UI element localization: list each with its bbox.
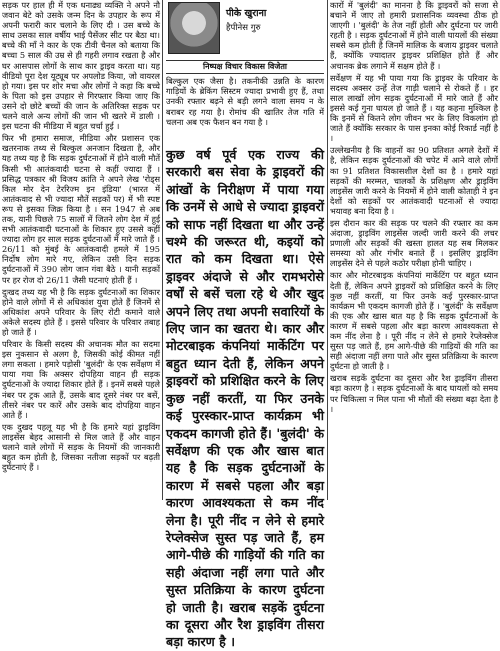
left-paragraph: परिवार के किसी सदस्य की अचानक मौत का सदमा इस नुकसान से अलग है, जिसकी कोई कीमत नहीं लगा सकता । हमारे पड़ोसी 'बुलंदी' के एक सर्वेक्षण में पाया गया कि अक्सर दोपहिया वाहन ही सड़क दुर्घटनाओं के ज्यादा शिकार होते हैं । इनमें सबसे पहले नंबर पर ट्रक आते हैं, उसके बाद दूसरे नंबर पर बसें, तीसरे नंबर पर कारें और उसके बाद दोपहिया वाहन आते हैं । xyxy=(2,339,160,420)
right-paragraph: सर्वेक्षण में यह भी पाया गया कि ड्राइवर के परिवार के सदस्य अक्सर उन्हें तेज गाड़ी चलाने से रोकते हैं । हर साल लाखों लोग सड़क दुर्घटनाओं में मारे जाते हैं और इससे कई गुना घायल हो जाते हैं । यह कहना मुश्किल है कि इनमें से कितने लोग जीवन भर के लिए विकलांग हो जाते हैं क्योंकि सरकार के पास इनका कोई रिकार्ड नहीं है । xyxy=(330,72,498,144)
right-paragraph: कार और मोटरबाइक कंपनियां मार्केटिंग पर बहुत ध्यान देती हैं, लेकिन अपने ड्राइवरों को प्रशिक्षित करने के लिए कुछ नहीं करतीं, या फिर उनके कई पुरस्कार-प्राप्त कार्यक्रम भी एकदम कागजी होते हैं । 'बुलंदी' के सर्वेक्षण की एक और खास बात यह है कि सड़क दुर्घटनाओं के कारण में सबसे पहला और बड़ा कारण आवश्यकता से कम नींद लेना है । पूरी नींद न लेने से हमारे रेप्लेक्सेज सुस्त पड़ जाते हैं, हम आगे-पीछे की गाड़ियों की गति का सही अंदाजा नहीं लगा पाते और सुस्त प्रतिक्रिया के कारण दुर्घटना हो जाती है । xyxy=(330,270,498,372)
right-paragraph: खराब सड़कें दुर्घटना का दूसरा और रैश ड्राइविंग तीसरा बड़ा कारण है । सड़क दुर्घटनाओं के बाद घायलों को समय पर चिकित्सा न मिल पाना भी मौतों की संख्या बढ़ा देता है । xyxy=(330,373,498,414)
left-article-column xyxy=(2,0,160,498)
author-photo xyxy=(168,2,220,54)
author-name: पीके खुराना xyxy=(226,8,267,19)
right-paragraph: इस दौरान कार की सड़क पर चलने की रफ्तार का कम अंदाजा, ड्राइविंग लाइसेंस जल्दी जारी करने की लचर प्रणाली और सड़कों की खस्ता हालत यह सब मिलकर समस्या को और गंभीर बनाते हैं । इसलिए ड्राइविंग लाइसेंस देने से पहले कठोर परीक्षा होनी चाहिए । xyxy=(330,217,498,269)
right-paragraph: कारों में 'बुलंदी' का मानना है कि ड्राइवरों को सजा से बचाने में जाए तो हमारी प्रशासनिक व्यवस्था ठीक हो जाएगी । 'बुलंदी' के तेज नहीं होती और दुर्घटना पर जारी रहती है । सड़क दुर्घटनाओं में होने वाली घायलों की संख्या सबसे कम होती है जिनमें मालिक के बजाय ड्राइवर चलाते हैं, क्योंकि ज्यादातर ड्राइवर प्रशिक्षित होते हैं और अचानक ब्रेक लगाने में सक्षम होते हैं । xyxy=(330,0,498,71)
right-article-column xyxy=(330,0,498,498)
left-paragraph: सड़क पर हाल ही में एक धनाढ्य व्यक्ति ने अपने नौ जवान बेटे को उसके जन्म दिन के उपहार के रूप में अपनी फरारी कार चलाने के लिए दी । उस बच्चे के साथ उसका साल वर्षीय भाई पैसेंजर सीट पर बैठा था। बच्चे की माँ ने कार के एक टीवी चैनल को बताया कि बच्चा 5 साल की उम्र से ही गहरी लगाव रखता है और घर आसपास लोगों के साथ कार ड्राइव करता था। यह वीडियो पूरा देश यूट्यूब पर अपलोड किया, जो वायरल हो गया। इस पर शोर मचा और लोगों ने कहा कि बच्चे के पिता को इस उपहार से गिरफ्तार किया जाए कि उसने दो छोटे बच्चों की जान के अतिरिक्त सड़क पर चलने वाले अन्य लोगों की जान भी खतरे में डाली । इस घटना की मीडिया में बहुत चर्चा हुई । xyxy=(2,0,160,132)
author-role: हैपीनेस गुरु xyxy=(226,23,261,33)
column-divider xyxy=(327,0,328,500)
author-box xyxy=(166,0,324,60)
column-divider xyxy=(162,0,163,500)
byline-strip: निष्पक्ष विचार विकास विजेता xyxy=(166,60,324,74)
left-paragraph: एक दुखद पहलू यह भी है कि हमारे यहां ड्राइविंग लाइसेंस बेहद आसानी से मिल जाते हैं और वाहन चलाने वाले लोगों में सड़क के नियमों की जानकारी बहुत कम होती है, जिसका नतीजा सड़कों पर बढ़ती दुर्घटनाएं हैं । xyxy=(2,421,160,473)
middle-pull-quote: कुछ वर्ष पूर्व एक राज्य की सरकारी बस सेवा के ड्राइवरों की आंखों के निरीक्षण में पाया गया कि उनमें से आधे से ज्यादा ड्राइवरों को साफ नहीं दिखता था और उन्हें चश्मे की जरूरत थी, कइयों को रात को कम दिखता था। ऐसे ड्राइवर अंदाजे से और रामभरोसे वर्षों से बसें चला रहे थे और खुद अपने लिए तथा अपनी सवारियों के लिए जान का खतरा थे। कार और मोटरबाइक कंपनियां मार्केटिंग पर बहुत ध्यान देती हैं, लेकिन अपने ड्राइवरों को प्रशिक्षित करने के लिए कुछ नहीं करतीं, या फिर उनके कई पुरस्कार-प्राप्त कार्यक्रम भी एकदम कागजी होते हैं। 'बुलंदी' के सर्वेक्षण की एक और खास बात यह है कि सड़क दुर्घटनाओं के कारण में सबसे पहला और बड़ा कारण आवश्यकता से कम नींद लेना है। पूरी नींद न लेने से हमारे रेप्लेक्सेज सुस्त पड़ जाते हैं, हम आगे-पीछे की गाड़ियों की गति का सही अंदाजा नहीं लगा पाते और सुस्त प्रतिक्रिया के कारण दुर्घटना हो जाती है। खराब सड़कें दुर्घटना का दूसरा और रैश ड्राइविंग तीसरा बड़ा कारण है । xyxy=(166,147,324,650)
right-paragraph: उल्लेखनीय है कि वाहनों का 90 प्रतिशत अगले देशों में है, लेकिन सड़क दुर्घटनाओं की चपेट में आने वाले लोगों का 91 प्रतिशत विकासशील देशों का है । हमारे यहां सड़कों की मरम्मत, चालकों के प्रशिक्षण और ड्राइविंग लाइसेंस जारी करने के नियमों में होने वाली कोताही ने इन देशों को सड़कों पर आतंकवादी घटनाओं से ज्यादा भयावह बना दिया है । xyxy=(330,145,498,216)
left-paragraph: फिर भी हमारा समाज, मीडिया और प्रशासन एक खतरनाक तथ्य से बिल्कुल अनजान दिखता है, और यह तथ्य यह है कि सड़क दुर्घटनाओं में होने वाली मौतें किसी भी आतंकवादी घटना से कहीं ज्यादा हैं । प्रसिद्ध पत्रकार श्री विजय क्रांति ने अपने लेख 'रोड्स किल मोर देन टेररिज्म इन इंडिया' (भारत में आतंकवाद से भी ज्यादा मौतें सड़कों पर) में भी स्पष्ट रूप से इसका जिक्र किया है । सन 1947 से अब तक, यानी पिछले 75 सालों में जितने लोग देश में हुई सभी आतंकवादी घटनाओं के शिकार हुए उससे कहीं ज्यादा लोग हर साल सड़क दुर्घटनाओं में मारे जाते हैं । 26/11 को मुंबई के आतंकवादी हमले में 195 निर्दोष लोग मारे गए, लेकिन उसी दिन सड़क दुर्घटनाओं में 390 लोग जान गंवा बैठे । यानी सड़कों पर हर रोज दो 26/11 जैसी घटनाएं होती हैं । xyxy=(2,133,160,285)
middle-intro-text: बिल्कुल एक जैसा है। तकनीकी उन्नति के कारण गाड़ियों के ब्रेकिंग सिस्टम ज्यादा प्रभावी हुए हैं, तथा उनकी रफ्तार बढ़ने से बड़ी लगने वाला समय न के बराबर रह गया है। रोमांच की खातिर तेज गति में चलना अब एक फैशन बन गया है । xyxy=(166,76,324,127)
left-paragraph: दुःखद तथ्य यह भी है कि सड़क दुर्घटनाओं का शिकार होने वाले लोगों में से अधिकांश युवा होते हैं जिनमें से अधिकांश अपने परिवार के लिए रोटी कमाने वाले अकेले सदस्य होते हैं । इससे परिवार के परिवार तबाह हो जाते हैं । xyxy=(2,286,160,337)
